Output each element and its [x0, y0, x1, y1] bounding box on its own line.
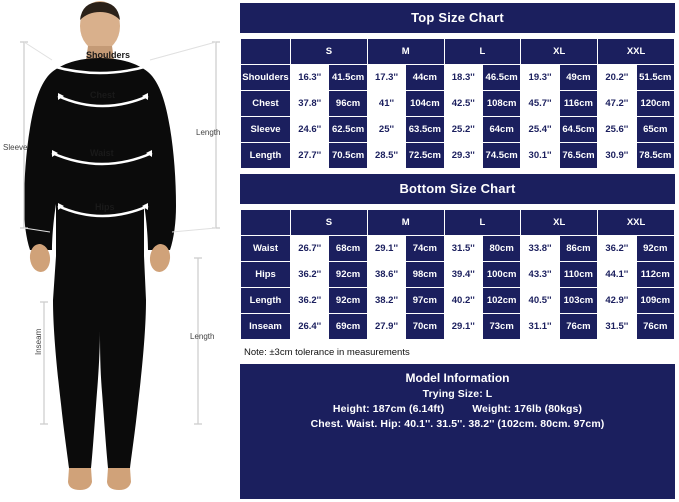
header-size-xl: XL: [521, 210, 598, 236]
header-size-s: S: [291, 39, 368, 65]
table-header-row: [241, 210, 675, 236]
model-information-box: [240, 364, 675, 499]
top-chart-title: Top Size Chart: [240, 3, 675, 33]
cell-value: 29.1'': [367, 236, 405, 262]
cell-value: 36.2'': [598, 236, 636, 262]
cell-value: 49cm: [559, 65, 597, 91]
cell-value: 37.8'': [291, 91, 329, 117]
cell-value: 47.2'': [598, 91, 636, 117]
table-row: [241, 65, 675, 91]
label-chest: Chest: [90, 90, 116, 100]
label-hips: Hips: [95, 202, 115, 212]
row-label-hips: Hips: [241, 262, 291, 288]
header-blank-cell: [241, 210, 291, 236]
table-row: [241, 143, 675, 169]
cell-value: 38.6'': [367, 262, 405, 288]
model-info-title: Model Information: [405, 371, 510, 385]
cell-value: 92cm: [329, 288, 367, 314]
cell-value: 41.5cm: [329, 65, 367, 91]
table-row: [241, 288, 675, 314]
cell-value: 96cm: [329, 91, 367, 117]
cell-value: 44.1'': [598, 262, 636, 288]
cell-value: 31.5'': [598, 314, 636, 340]
cell-value: 31.1'': [521, 314, 559, 340]
cell-value: 20.2'': [598, 65, 636, 91]
model-trying-size: Trying Size: L: [422, 388, 493, 400]
cell-value: 102cm: [482, 288, 520, 314]
cell-value: 25.6'': [598, 117, 636, 143]
cell-value: 27.9'': [367, 314, 405, 340]
cell-value: 110cm: [559, 262, 597, 288]
label-shoulders: Shoulders: [86, 50, 131, 60]
cell-value: 39.4'': [444, 262, 482, 288]
header-size-xxl: XXL: [598, 39, 675, 65]
table-row: [241, 91, 675, 117]
label-inseam: Inseam: [34, 328, 43, 355]
cell-value: 29.3'': [444, 143, 482, 169]
label-length-top: Length: [196, 128, 221, 137]
header-size-s: S: [291, 210, 368, 236]
cell-value: 30.9'': [598, 143, 636, 169]
cell-value: 19.3'': [521, 65, 559, 91]
cell-value: 17.3'': [367, 65, 405, 91]
cell-value: 74cm: [406, 236, 444, 262]
header-size-xl: XL: [521, 39, 598, 65]
cell-value: 103cm: [559, 288, 597, 314]
cell-value: 62.5cm: [329, 117, 367, 143]
cell-value: 65cm: [636, 117, 674, 143]
bottom-chart-title: Bottom Size Chart: [240, 174, 675, 204]
header-size-l: L: [444, 39, 521, 65]
tolerance-note: Note: ±3cm tolerance in measurements: [244, 347, 410, 358]
header-size-m: M: [367, 210, 444, 236]
cell-value: 29.1'': [444, 314, 482, 340]
cell-value: 73cm: [482, 314, 520, 340]
row-label-length: Length: [241, 288, 291, 314]
header-size-m: M: [367, 39, 444, 65]
cell-value: 38.2'': [367, 288, 405, 314]
header-size-xxl: XXL: [598, 210, 675, 236]
cell-value: 30.1'': [521, 143, 559, 169]
cell-value: 104cm: [406, 91, 444, 117]
table-header-row: [241, 39, 675, 65]
cell-value: 44cm: [406, 65, 444, 91]
row-label-length: Length: [241, 143, 291, 169]
label-waist: Waist: [90, 148, 114, 158]
cell-value: 64cm: [482, 117, 520, 143]
label-sleeve: Sleeve: [3, 143, 28, 152]
cell-value: 100cm: [482, 262, 520, 288]
cell-value: 76.5cm: [559, 143, 597, 169]
cell-value: 51.5cm: [636, 65, 674, 91]
cell-value: 76cm: [636, 314, 674, 340]
cell-value: 43.3'': [521, 262, 559, 288]
cell-value: 72.5cm: [406, 143, 444, 169]
cell-value: 33.8'': [521, 236, 559, 262]
cell-value: 25.4'': [521, 117, 559, 143]
cell-value: 28.5'': [367, 143, 405, 169]
cell-value: 92cm: [636, 236, 674, 262]
cell-value: 18.3'': [444, 65, 482, 91]
bottom-size-table: [240, 209, 675, 340]
cell-value: 63.5cm: [406, 117, 444, 143]
cell-value: 42.5'': [444, 91, 482, 117]
cell-value: 70cm: [406, 314, 444, 340]
row-label-chest: Chest: [241, 91, 291, 117]
cell-value: 64.5cm: [559, 117, 597, 143]
cell-value: 42.9'': [598, 288, 636, 314]
table-row: [241, 236, 675, 262]
table-row: [241, 314, 675, 340]
model-height: Height: 187cm (6.14ft): [332, 403, 445, 415]
cell-value: 112cm: [636, 262, 674, 288]
cell-value: 78.5cm: [636, 143, 674, 169]
cell-value: 92cm: [329, 262, 367, 288]
table-row: [241, 117, 675, 143]
size-chart-panel: [238, 0, 679, 502]
cell-value: 108cm: [482, 91, 520, 117]
cell-value: 76cm: [559, 314, 597, 340]
cell-value: 36.2'': [291, 262, 329, 288]
model-figure-graphic: [0, 0, 238, 502]
cell-value: 109cm: [636, 288, 674, 314]
top-size-table: [240, 38, 675, 169]
cell-value: 40.2'': [444, 288, 482, 314]
cell-value: 36.2'': [291, 288, 329, 314]
header-blank-cell: [241, 39, 291, 65]
model-illustration-panel: [0, 0, 238, 502]
cell-value: 24.6'': [291, 117, 329, 143]
cell-value: 27.7'': [291, 143, 329, 169]
row-label-inseam: Inseam: [241, 314, 291, 340]
row-label-sleeve: Sleeve: [241, 117, 291, 143]
cell-value: 26.4'': [291, 314, 329, 340]
row-label-waist: Waist: [241, 236, 291, 262]
cell-value: 46.5cm: [482, 65, 520, 91]
row-label-shoulders: Shoulders: [241, 65, 291, 91]
header-size-l: L: [444, 210, 521, 236]
cell-value: 45.7'': [521, 91, 559, 117]
cell-value: 40.5'': [521, 288, 559, 314]
cell-value: 97cm: [406, 288, 444, 314]
cell-value: 116cm: [559, 91, 597, 117]
cell-value: 98cm: [406, 262, 444, 288]
cell-value: 26.7'': [291, 236, 329, 262]
cell-value: 74.5cm: [482, 143, 520, 169]
cell-value: 41'': [367, 91, 405, 117]
model-measurements: Chest. Waist. Hip: 40.1''. 31.5''. 38.2'' (102cm. 80cm. 97cm): [310, 418, 605, 430]
cell-value: 120cm: [636, 91, 674, 117]
cell-value: 86cm: [559, 236, 597, 262]
label-length-bottom: Length: [190, 332, 215, 341]
cell-value: 70.5cm: [329, 143, 367, 169]
cell-value: 25'': [367, 117, 405, 143]
cell-value: 31.5'': [444, 236, 482, 262]
table-row: [241, 262, 675, 288]
cell-value: 80cm: [482, 236, 520, 262]
model-weight: Weight: 176lb (80kgs): [472, 403, 583, 415]
cell-value: 69cm: [329, 314, 367, 340]
cell-value: 25.2'': [444, 117, 482, 143]
cell-value: 16.3'': [291, 65, 329, 91]
cell-value: 68cm: [329, 236, 367, 262]
